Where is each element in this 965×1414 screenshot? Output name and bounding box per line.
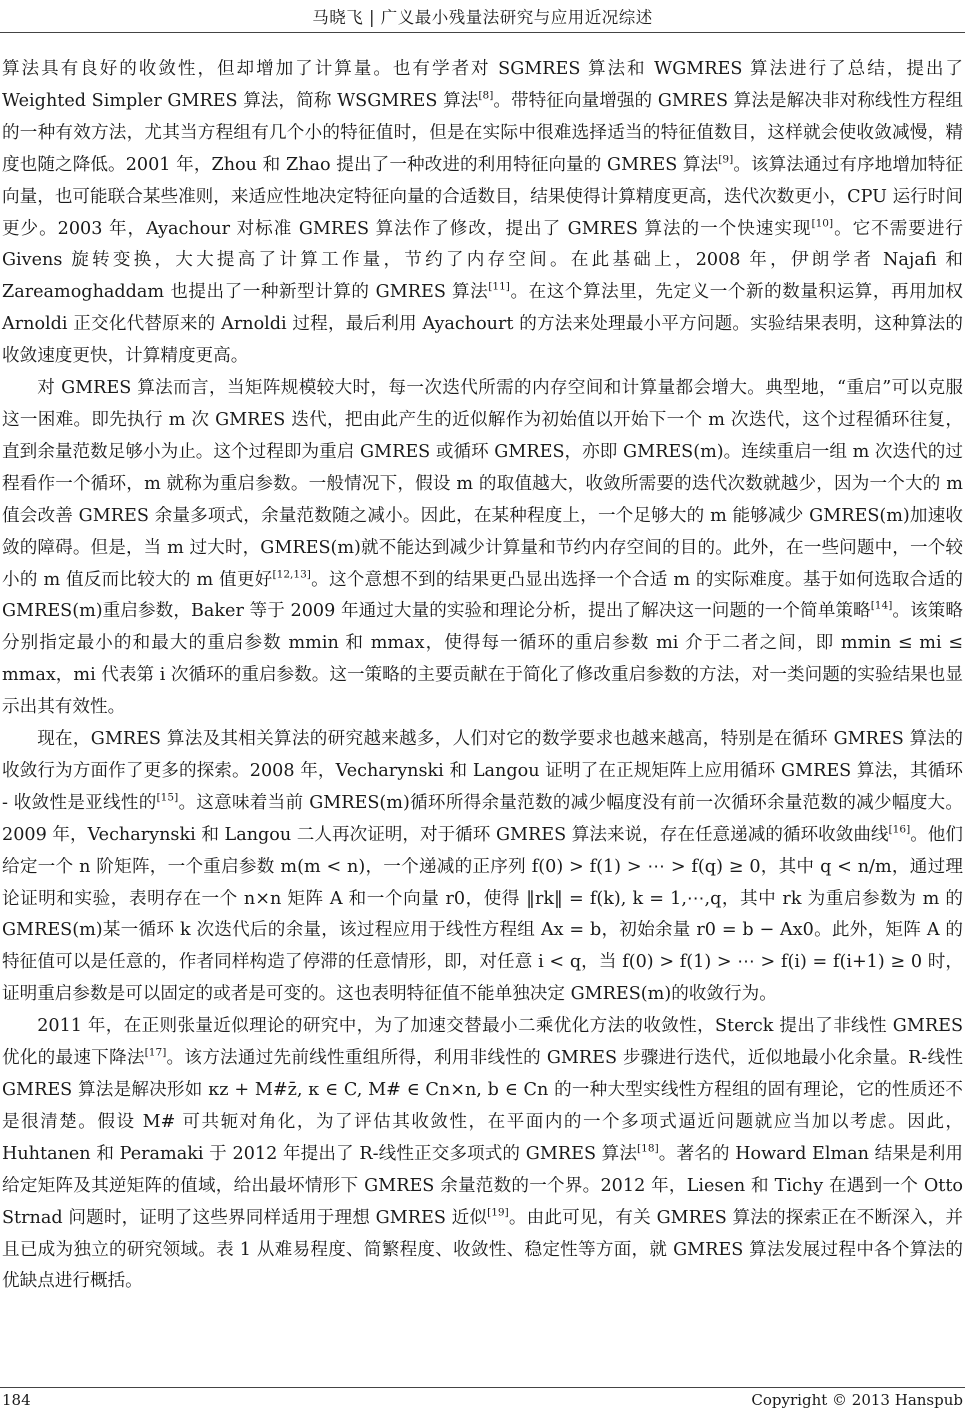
paragraph-1: 算法具有良好的收敛性，但却增加了计算量。也有学者对 SGMRES 算法和 WGMRES 算法进行了总结，提出了 Weighted Simpler GMRES 算法，简称 WSGMRES 算法[8]。带特征向量增强的 GMRES 算法是解决非对称线性方程组的一种有效方法，尤其当方程组有几个小的特征值时，但是在实际中很难选择适当的特征值数目，这样就会使收敛减慢，精度也随之降低。2001 年，Zhou 和 Zhao 提出了一种改进的利用特征向量的 GMRES 算法[9]。该算法通过有序地增加特征向量，也可能联合某些准则，来适应性地决定特征向量的合适数目，结果使得计算精度更高，迭代次数更小，CPU 运行时间更少。2003 年，Ayachour 对标准 GMRES 算法作了修改，提出了 GMRES 算法的一个快速实现[10]。它不需要进行 Givens 旋转变换，大大提高了计算工作量，节约了内存空间。在此基础上，2008 年，伊朗学者 Najafi 和 Zareamoghaddam 也提出了一种新型计算的 GMRES 算法[11]。在这个算法里，先定义一个新的数量积运算，再用加权 Arnoldi 正交化代替原来的 Arnoldi 过程，最后利用 Ayachourt 的方法来处理最小平方问题。实验结果表明，这种算法的收敛速度更快，计算精度更高。 — [2, 59, 964, 367]
footer-rule — [0, 1387, 965, 1388]
citation-marker: [15] — [156, 791, 179, 804]
citation-marker: [8] — [478, 89, 494, 102]
paragraph-3: 现在，GMRES 算法及其相关算法的研究越来越多，人们对它的数学要求也越来越高，特别是在循环 GMRES 算法的收敛行为方面作了更多的探索。2008 年，Vecharynski 和 Langou 证明了在正规矩阵上应用循环 GMRES 算法，其循环 - 收敛性是亚线性的[15]。这意味着当前 GMRES(m)循环所得余量范数的减少幅度没有前一次循环余量范数的减少幅度大。2009 年，Vecharynski 和 Langou 二人再次证明，对于循环 GMRES 算法来说，存在任意递减的循环收敛曲线[16]。他们给定一个 n 阶矩阵，一个重启参数 m(m < n)，一个递减的正序列 f(0) > f(1) > ⋯ > f(q) ≥ 0，其中 q < n/m，通过理论证明和实验，表明存在一个 n×n 矩阵 A 和一个向量 r0，使得 ‖rk‖ = f(k), k = 1,⋯,q，其中 rk 为重启参数为 m 的 GMRES(m)某一循环 k 次迭代后的余量，该过程应用于线性方程组 Ax = b，初始余量 r0 = b − Ax0。此外，矩阵 A 的特征值可以是任意的，作者同样构造了停滞的任意情形，即，对任意 i < q，当 f(0) > f(1) > ⋯ > f(i) = f(i+1) ≥ 0 时，证明重启参数是可以固定的或者是可变的。这也表明特征值不能单独决定 GMRES(m)的收敛行为。 — [2, 729, 963, 1005]
citation-marker: [11] — [488, 280, 510, 293]
citation-marker: [18] — [637, 1142, 659, 1155]
header-rule — [0, 32, 965, 33]
running-header: 马晓飞 | 广义最小残量法研究与应用近况综述 — [312, 8, 653, 27]
citation-marker: [16] — [888, 823, 911, 836]
citation-marker: [10] — [811, 217, 834, 230]
citation-marker: [14] — [870, 600, 893, 613]
citation-marker: [9] — [718, 153, 734, 166]
copyright-notice: Copyright © 2013 Hanspub — [751, 1391, 963, 1409]
citation-marker: [12,13] — [272, 568, 311, 581]
citation-marker: [19] — [487, 1206, 509, 1219]
citation-marker: [17] — [144, 1046, 167, 1059]
paragraph-2: 对 GMRES 算法而言，当矩阵规模较大时，每一次迭代所需的内存空间和计算量都会增大。典型地，“重启”可以克服这一困难。即先执行 m 次 GMRES 迭代，把由此产生的近似解作为初始值以开始下一个 m 次迭代，这个过程循环往复，直到余量范数足够小为止。这个过程即为重启 GMRES 或循环 GMRES，亦即 GMRES(m)。连续重启一组 m 次迭代的过程看作一个循环，m 就称为重启参数。一般情况下，假设 m 的取值越大，收敛所需要的迭代次数就越少，因为一个大的 m 值会改善 GMRES 余量多项式，余量范数随之减小。因此，在某种程度上，一个足够大的 m 能够减少 GMRES(m)加速收敛的障碍。但是，当 m 过大时，GMRES(m)就不能达到减少计算量和节约内存空间的目的。此外，在一些问题中，一个较小的 m 值反而比较大的 m 值更好[12,13]。这个意想不到的结果更凸显出选择一个合适 m 的实际难度。基于如何选取合适的 GMRES(m)重启参数，Baker 等于 2009 年通过大量的实验和理论分析，提出了解决这一问题的一个简单策略[14]。该策略分别指定最小的和最大的重启参数 mmin 和 mmax，使得每一循环的重启参数 mi 介于二者之间，即 mmin ≤ mi ≤ mmax，mi 代表第 i 次循环的重启参数。这一策略的主要贡献在于简化了修改重启参数的方法，对一类问题的实验结果也显示出其有效性。 — [2, 378, 964, 718]
paragraph-4: 2011 年，在正则张量近似理论的研究中，为了加速交替最小二乘优化方法的收敛性，Sterck 提出了非线性 GMRES 优化的最速下降法[17]。该方法通过先前线性重组所得，利用非线性的 GMRES 步骤进行迭代，近似地最小化余量。R-线性 GMRES 算法是解决形如 κz + M#z̄, κ ∈ C, M# ∈ Cn×n, b ∈ Cn 的一种大型实线性方程组的固有理论，它的性质还不是很清楚。假设 M# 可共轭对角化，为了评估其收敛性，在平面内的一个多项式逼近问题就应当加以考虑。因此，Huhtanen 和 Peramaki 于 2012 年提出了 R-线性正交多项式的 GMRES 算法[18]。著名的 Howard Elman 结果是利用给定矩阵及其逆矩阵的值域，给出最坏情形下 GMRES 余量范数的一个界。2012 年，Liesen 和 Tichy 在遇到一个 Otto Strnad 问题时，证明了这些界同样适用于理想 GMRES 近似[19]。由此可见，有关 GMRES 算法的探索正在不断深入，并且已成为独立的研究领域。表 1 从难易程度、简繁程度、收敛性、稳定性等方面，就 GMRES 算法发展过程中各个算法的优缺点进行概括。 — [2, 1016, 963, 1292]
page-number: 184 — [2, 1391, 31, 1409]
article-body — [2, 54, 963, 1298]
